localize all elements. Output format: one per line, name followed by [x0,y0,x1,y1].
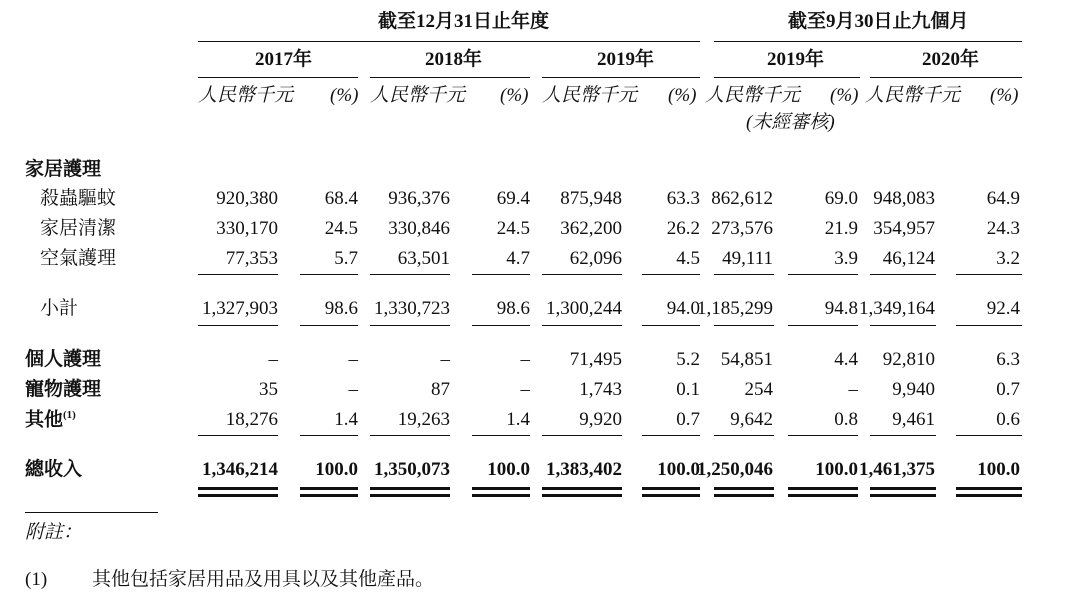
rule-above-total-2019-9m-pct [788,435,858,436]
row-label-air: 空氣護理 [40,248,117,269]
rule-total-double-a-2019-pct [642,487,700,490]
year-rule-2019 [542,77,700,78]
cell-others-2017-pct: 1.4 [334,409,358,430]
cell-air-2018-amount: 63,501 [397,248,450,269]
group-rule-nine-months [714,41,1022,42]
cell-pet-2017-pct: – [348,379,358,400]
row-label-subtotal: 小計 [40,298,79,319]
cell-others-2018-amount: 19,263 [397,409,450,430]
row-label-personal-care: 個人護理 [25,349,102,370]
cell-subtotal-2019-amount: 1,300,244 [546,298,622,319]
rule-total-double-b-2020-9m-pct [956,494,1022,497]
cell-insect-2019-9m-pct: 69.0 [824,188,858,209]
cell-cleaning-2019-amount: 362,200 [560,218,622,239]
cell-others-2019-amount: 9,920 [579,409,622,430]
note-1-text: 其他包括家居用品及用具以及其他產品。 [92,569,435,590]
rule-above-total-2020-9m-amount [870,435,936,436]
rule-below-subtotal-2020-9m-pct [956,325,1022,326]
rule-total-double-b-2018-amount [370,494,450,497]
others-label-text: 其他 [25,409,64,431]
cell-personal-2019-9m-pct: 4.4 [834,349,858,370]
cell-personal-2019-9m-amount: 54,851 [720,349,773,370]
cell-cleaning-2019-9m-amount: 273,576 [711,218,773,239]
pct-header-2020-nine-months: (%) [990,85,1019,106]
cell-subtotal-2020-9m-amount: 1,349,164 [859,298,935,319]
cell-total-2019-pct: 100.0 [657,459,700,480]
cell-air-2020-9m-pct: 3.2 [996,248,1020,269]
cell-total-2018-pct: 100.0 [487,459,530,480]
rule-below-subtotal-2019-9m-amount [714,325,774,326]
rule-above-subtotal-2018-pct [472,274,530,275]
cell-insect-2020-9m-amount: 948,083 [873,188,935,209]
cell-pet-2019-pct: 0.1 [676,379,700,400]
row-label-pet-care: 寵物護理 [25,379,102,400]
cell-air-2020-9m-amount: 46,124 [882,248,935,269]
rule-total-double-a-2019-9m-pct [788,487,858,490]
rule-below-subtotal-2020-9m-amount [870,325,936,326]
cell-total-2017-pct: 100.0 [315,459,358,480]
cell-pet-2019-9m-amount: 254 [744,379,773,400]
cell-personal-2020-9m-amount: 92,810 [882,349,935,370]
rule-above-total-2019-9m-amount [714,435,774,436]
cell-personal-2018-amount: – [440,349,450,370]
cell-cleaning-2017-amount: 330,170 [216,218,278,239]
rule-above-total-2017-pct [300,435,358,436]
cell-pet-2020-9m-pct: 0.7 [996,379,1020,400]
cell-cleaning-2018-amount: 330,846 [388,218,450,239]
rule-below-subtotal-2018-amount [370,325,450,326]
cell-insect-2017-amount: 920,380 [216,188,278,209]
rule-total-double-a-2018-pct [472,487,530,490]
pct-header-2017: (%) [330,85,359,106]
rule-above-subtotal-2019-9m-amount [714,274,774,275]
cell-pet-2019-9m-pct: – [848,379,858,400]
rule-above-total-2019-pct [642,435,700,436]
cell-others-2017-amount: 18,276 [225,409,278,430]
cell-insect-2019-pct: 63.3 [666,188,700,209]
cell-subtotal-2018-pct: 98.6 [496,298,530,319]
rule-above-total-2020-9m-pct [956,435,1022,436]
rule-total-double-b-2018-pct [472,494,530,497]
rule-above-subtotal-2017-pct [300,274,358,275]
cell-total-2019-9m-amount: 1,250,046 [697,459,773,480]
cell-total-2017-amount: 1,346,214 [202,459,278,480]
cell-total-2019-9m-pct: 100.0 [815,459,858,480]
year-header-2017: 2017年 [255,49,313,70]
rule-above-subtotal-2019-9m-pct [788,274,858,275]
cell-cleaning-2017-pct: 24.5 [324,218,358,239]
group-header-nine-months: 截至9月30日止九個月 [788,11,969,32]
rule-total-double-a-2018-amount [370,487,450,490]
rule-below-subtotal-2017-pct [300,325,358,326]
rule-total-double-a-2020-9m-pct [956,487,1022,490]
pct-header-2018: (%) [500,85,529,106]
rule-above-total-2017-amount [198,435,278,436]
cell-cleaning-2018-pct: 24.5 [496,218,530,239]
cell-insect-2019-amount: 875,948 [560,188,622,209]
rule-total-double-b-2017-amount [198,494,278,497]
cell-cleaning-2020-9m-pct: 24.3 [986,218,1020,239]
rule-total-double-b-2019-amount [542,494,622,497]
rule-above-subtotal-2020-9m-pct [956,274,1022,275]
cell-total-2019-amount: 1,383,402 [546,459,622,480]
unit-header-2020-nine-months: 人民幣千元 [865,85,961,106]
cell-pet-2017-amount: 35 [259,379,278,400]
rule-total-double-a-2019-9m-amount [714,487,774,490]
rule-below-subtotal-2019-pct [642,325,700,326]
cell-subtotal-2019-9m-pct: 94.8 [824,298,858,319]
cell-cleaning-2020-9m-amount: 354,957 [873,218,935,239]
cell-air-2019-pct: 4.5 [676,248,700,269]
unaudited-note: (未經審核) [746,112,835,133]
cell-subtotal-2017-amount: 1,327,903 [202,298,278,319]
cell-subtotal-2019-9m-amount: 1,185,299 [697,298,773,319]
cell-subtotal-2019-pct: 94.0 [666,298,700,319]
rule-below-subtotal-2018-pct [472,325,530,326]
cell-total-2020-9m-pct: 100.0 [977,459,1020,480]
cell-total-2020-9m-amount: 1,461,375 [859,459,935,480]
unit-header-2019-nine-months: 人民幣千元 [705,85,801,106]
unit-header-2017: 人民幣千元 [198,85,294,106]
year-header-2019: 2019年 [597,49,655,70]
cell-subtotal-2020-9m-pct: 92.4 [986,298,1020,319]
cell-pet-2020-9m-amount: 9,940 [892,379,935,400]
cell-cleaning-2019-9m-pct: 21.9 [824,218,858,239]
cell-air-2017-pct: 5.7 [334,248,358,269]
cell-air-2018-pct: 4.7 [506,248,530,269]
note-1-number: (1) [25,569,48,590]
group-rule-year-end [198,41,700,42]
rule-above-subtotal-2017-amount [198,274,278,275]
cell-pet-2019-amount: 1,743 [579,379,622,400]
rule-above-subtotal-2019-amount [542,274,622,275]
rule-total-double-b-2020-9m-amount [870,494,936,497]
rule-total-double-b-2019-9m-amount [714,494,774,497]
year-rule-2018 [370,77,530,78]
cell-air-2017-amount: 77,353 [225,248,278,269]
cell-insect-2019-9m-amount: 862,612 [711,188,773,209]
cell-insect-2020-9m-pct: 64.9 [986,188,1020,209]
section-home-care: 家居護理 [25,159,102,180]
others-note-ref: (1) [63,409,76,421]
rule-total-double-a-2019-amount [542,487,622,490]
year-rule-2017 [198,77,358,78]
row-label-cleaning: 家居清潔 [40,218,117,239]
rule-total-double-b-2019-pct [642,494,700,497]
notes-title: 附註： [25,522,83,543]
cell-personal-2017-pct: – [348,349,358,370]
cell-cleaning-2019-pct: 26.2 [666,218,700,239]
year-rule-2020-nine-months [870,77,1022,78]
unit-header-2019: 人民幣千元 [542,85,638,106]
cell-total-2018-amount: 1,350,073 [374,459,450,480]
row-label-others [25,410,76,429]
year-rule-2019-nine-months [714,77,860,78]
cell-subtotal-2018-amount: 1,330,723 [374,298,450,319]
cell-others-2018-pct: 1.4 [506,409,530,430]
cell-others-2020-9m-pct: 0.6 [996,409,1020,430]
rule-above-total-2018-pct [472,435,530,436]
cell-personal-2018-pct: – [520,349,530,370]
cell-pet-2018-pct: – [520,379,530,400]
cell-others-2019-9m-pct: 0.8 [834,409,858,430]
cell-others-2019-9m-amount: 9,642 [730,409,773,430]
rule-below-subtotal-2019-amount [542,325,622,326]
rule-total-double-b-2019-9m-pct [788,494,858,497]
year-header-2019-nine-months: 2019年 [767,49,825,70]
cell-pet-2018-amount: 87 [431,379,450,400]
rule-total-double-a-2017-amount [198,487,278,490]
rule-above-subtotal-2019-pct [642,274,700,275]
cell-personal-2019-pct: 5.2 [676,349,700,370]
rule-total-double-b-2017-pct [300,494,358,497]
rule-below-subtotal-2019-9m-pct [788,325,858,326]
cell-others-2019-pct: 0.7 [676,409,700,430]
cell-air-2019-9m-pct: 3.9 [834,248,858,269]
rule-above-total-2018-amount [370,435,450,436]
notes-divider [25,512,158,513]
rule-above-subtotal-2020-9m-amount [870,274,936,275]
rule-above-subtotal-2018-amount [370,274,450,275]
rule-total-double-a-2020-9m-amount [870,487,936,490]
year-header-2020-nine-months: 2020年 [922,49,980,70]
pct-header-2019: (%) [668,85,697,106]
cell-personal-2017-amount: – [268,349,278,370]
cell-insect-2018-pct: 69.4 [496,188,530,209]
rule-total-double-a-2017-pct [300,487,358,490]
rule-above-total-2019-amount [542,435,622,436]
cell-personal-2020-9m-pct: 6.3 [996,349,1020,370]
group-header-year-end: 截至12月31日止年度 [378,11,550,32]
row-label-total: 總收入 [25,459,83,480]
cell-others-2020-9m-amount: 9,461 [892,409,935,430]
rule-below-subtotal-2017-amount [198,325,278,326]
cell-air-2019-amount: 62,096 [569,248,622,269]
row-label-insect: 殺蟲驅蚊 [40,188,117,209]
cell-personal-2019-amount: 71,495 [569,349,622,370]
year-header-2018: 2018年 [425,49,483,70]
cell-insect-2018-amount: 936,376 [388,188,450,209]
cell-air-2019-9m-amount: 49,111 [722,248,773,269]
unit-header-2018: 人民幣千元 [370,85,466,106]
pct-header-2019-nine-months: (%) [830,85,859,106]
cell-insect-2017-pct: 68.4 [324,188,358,209]
cell-subtotal-2017-pct: 98.6 [324,298,358,319]
